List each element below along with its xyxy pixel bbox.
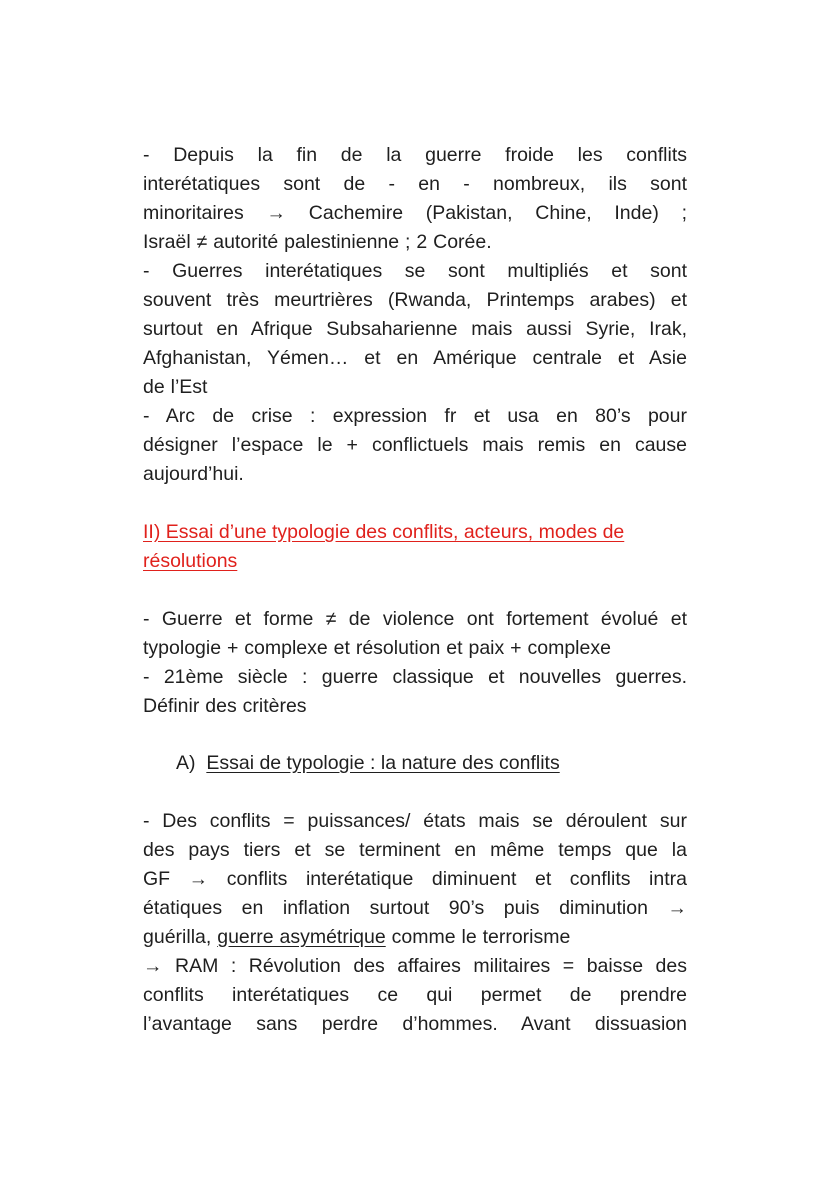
text-line: - Depuis la fin de la guerre froide les conflits — [143, 144, 687, 166]
text-line — [143, 923, 687, 952]
text-line: typologie + complexe et résolution et paix + complexe — [143, 637, 611, 659]
text-line: interétatiques sont de - en - nombreux, ils sont — [143, 173, 687, 195]
subsection-label: A) — [176, 752, 196, 774]
section-heading-line: résolutions — [143, 550, 238, 572]
text-line: GF → conflits interétatique diminuent et conflits intra — [143, 868, 687, 890]
text-line: - Arc de crise : expression fr et usa en 80’s pour — [143, 405, 687, 427]
section-heading — [143, 518, 687, 576]
text-line: de l’Est — [143, 376, 208, 398]
text-line: - Guerres interétatiques se sont multipliés et sont — [143, 260, 687, 282]
text-line: des pays tiers et se terminent en même temps que la — [143, 839, 687, 861]
underlined-term: guerre asymétrique — [217, 926, 386, 948]
subsection-heading — [143, 749, 687, 778]
text-line: minoritaires → Cachemire (Pakistan, Chine, Inde) ; — [143, 202, 687, 224]
text-line: Afghanistan, Yémen… et en Amérique centrale et Asie — [143, 347, 687, 369]
text-line: souvent très meurtrières (Rwanda, Printemps arabes) et — [143, 289, 687, 311]
document-page — [143, 141, 687, 1039]
text-line: - Des conflits = puissances/ états mais se déroulent sur — [143, 810, 687, 832]
subsection-title: Essai de typologie : la nature des conflits — [206, 752, 560, 774]
text-line: étatiques en inflation surtout 90’s puis diminution → — [143, 897, 687, 919]
text-line: conflits interétatiques ce qui permet de prendre — [143, 984, 687, 1006]
text-line: - Guerre et forme ≠ de violence ont fortement évolué et — [143, 608, 687, 630]
intro-paragraph — [143, 141, 687, 489]
text-line: l’avantage sans perdre d’hommes. Avant dissuasion — [143, 1013, 687, 1035]
text-line: désigner l’espace le + conflictuels mais remis en cause — [143, 434, 687, 456]
section-heading-line: II) Essai d’une typologie des conflits, acteurs, modes de — [143, 521, 625, 543]
subsection-paragraph — [143, 807, 687, 1039]
text-line: - 21ème siècle : guerre classique et nouvelles guerres. — [143, 666, 687, 688]
text-fragment: comme le terrorisme — [385, 926, 571, 948]
text-line: Définir des critères — [143, 695, 307, 717]
text-line: aujourd’hui. — [143, 463, 244, 485]
text-line: surtout en Afrique Subsaharienne mais aussi Syrie, Irak, — [143, 318, 687, 340]
text-line: Israël ≠ autorité palestinienne ; 2 Corée. — [143, 231, 492, 253]
section-paragraph — [143, 605, 687, 721]
text-line: → RAM : Révolution des affaires militaires = baisse des — [143, 955, 687, 977]
text-fragment: guérilla, — [143, 926, 218, 948]
